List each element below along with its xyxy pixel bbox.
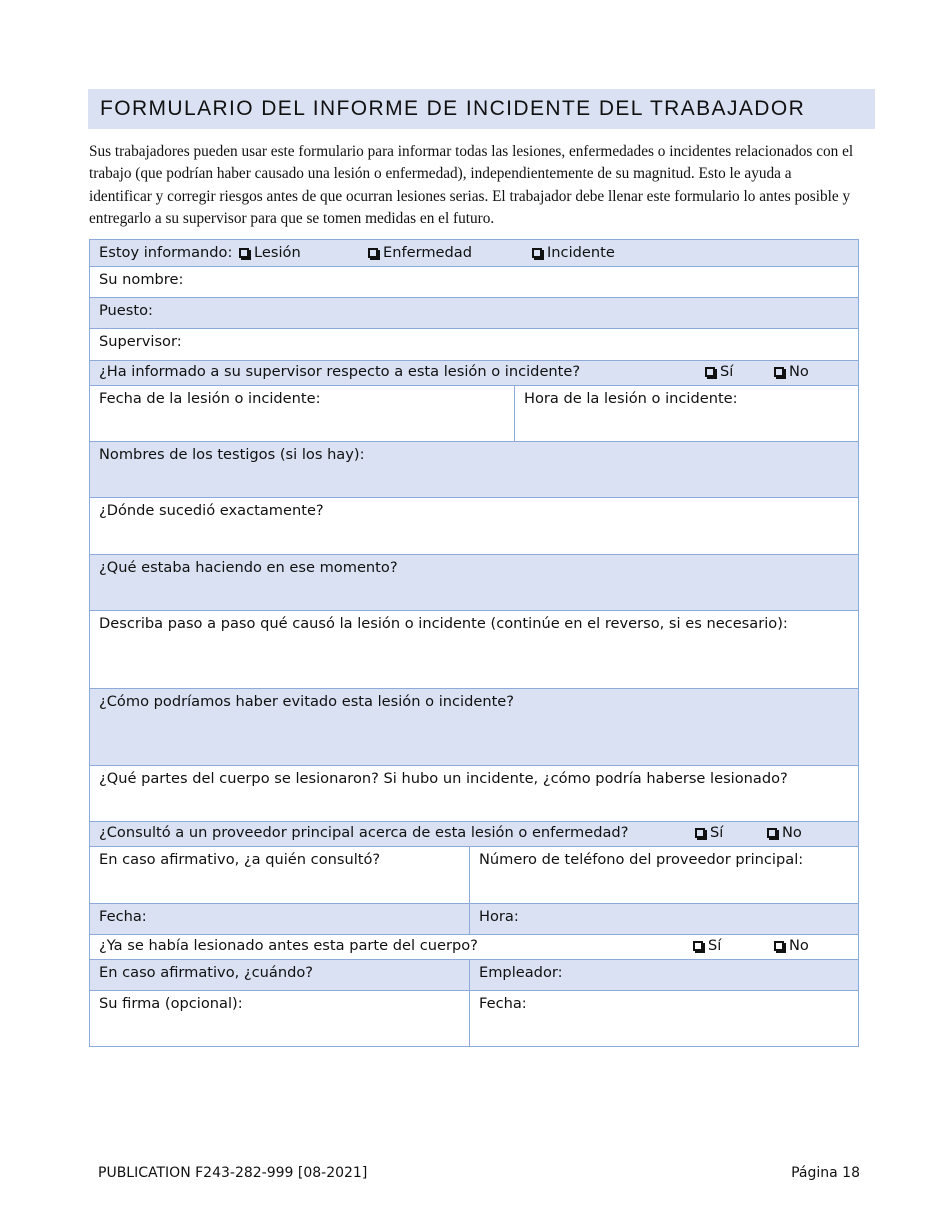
signature-row — [90, 990, 858, 1046]
checkbox-icon[interactable] — [693, 941, 703, 951]
checkbox-icon[interactable] — [695, 828, 705, 838]
name-label: Su nombre: — [99, 271, 184, 288]
option-incident[interactable] — [532, 243, 615, 263]
name-row — [90, 266, 858, 297]
name-field[interactable] — [90, 267, 858, 297]
provider-no-option[interactable] — [767, 823, 802, 843]
signature-field[interactable] — [90, 991, 469, 1046]
checkbox-icon[interactable] — [774, 367, 784, 377]
when-field[interactable] — [90, 960, 469, 990]
describe-row — [90, 610, 858, 688]
prior-cell — [90, 935, 858, 959]
witnesses-label: Nombres de los testigos (si los hay): — [99, 446, 365, 463]
describe-label: Describa paso a paso qué causó la lesión o incidente (continúe en el reverso, si es necesario): — [99, 615, 788, 632]
option-illness[interactable] — [368, 243, 472, 263]
form-title-bar — [88, 89, 875, 129]
intro-paragraph: Sus trabajadores pueden usar este formulario para informar todas las lesiones, enfermedades o incidentes relacionados con el trabajo (que podrían haber causado una lesión o enfermedad), independientemente de su magnitud. Esto le ayuda a identificar y corregir riesgos antes de que ocurran lesiones serias. El trabajador debe llenar este formulario lo antes posible y entregarlo a su supervisor para que se tomen medidas en el futuro. — [89, 143, 854, 227]
when-employer-row — [90, 959, 858, 990]
position-field[interactable] — [90, 298, 858, 328]
informed-no-label: No — [789, 363, 809, 380]
supervisor-label: Supervisor: — [99, 333, 182, 350]
checkbox-icon[interactable] — [532, 248, 542, 258]
who-phone-row — [90, 846, 858, 903]
provider-row — [90, 821, 858, 846]
provider-date-field[interactable] — [90, 904, 469, 934]
checkbox-icon[interactable] — [774, 941, 784, 951]
signature-label: Su firma (opcional): — [99, 995, 243, 1012]
checkbox-icon[interactable] — [767, 828, 777, 838]
describe-field[interactable] — [90, 611, 858, 688]
provider-time-label: Hora: — [479, 908, 519, 925]
where-label: ¿Dónde sucedió exactamente? — [99, 502, 324, 519]
signature-date-field[interactable] — [469, 991, 858, 1046]
informed-question: ¿Ha informado a su supervisor respecto a esta lesión o incidente? — [99, 363, 581, 380]
employer-label: Empleador: — [479, 964, 563, 981]
informed-cell — [90, 361, 858, 385]
option-injury[interactable] — [239, 243, 301, 263]
prevent-label: ¿Cómo podríamos haber evitado esta lesión o incidente? — [99, 693, 515, 710]
prior-question: ¿Ya se había lesionado antes esta parte del cuerpo? — [99, 937, 478, 954]
signature-date-label: Fecha: — [479, 995, 527, 1012]
prior-row — [90, 934, 858, 959]
prior-no-label: No — [789, 937, 809, 954]
who-consulted-label: En caso afirmativo, ¿a quién consultó? — [99, 851, 381, 868]
provider-phone-field[interactable] — [469, 847, 858, 903]
incident-report-form — [89, 239, 859, 1047]
informed-row — [90, 360, 858, 385]
provider-phone-label: Número de teléfono del proveedor principal: — [479, 851, 804, 868]
body-parts-label: ¿Qué partes del cuerpo se lesionaron? Si hubo un incidente, ¿cómo podría haberse lesionado? — [99, 770, 788, 787]
where-row — [90, 497, 858, 554]
informed-yes-option[interactable] — [705, 362, 733, 382]
position-label: Puesto: — [99, 302, 153, 319]
provider-cell — [90, 822, 858, 846]
prior-yes-option[interactable] — [693, 936, 721, 956]
informed-no-option[interactable] — [774, 362, 809, 382]
body-parts-row — [90, 765, 858, 821]
checkbox-icon[interactable] — [368, 248, 378, 258]
injury-time-label: Hora de la lesión o incidente: — [524, 390, 738, 407]
when-label: En caso afirmativo, ¿cuándo? — [99, 964, 314, 981]
reporting-cell — [90, 240, 858, 266]
reporting-row — [90, 240, 858, 266]
doing-row — [90, 554, 858, 610]
informed-yes-label: Sí — [720, 363, 734, 380]
option-incident-label: Incidente — [547, 244, 615, 261]
injury-date-label: Fecha de la lesión o incidente: — [99, 390, 321, 407]
doing-field[interactable] — [90, 555, 858, 610]
supervisor-row — [90, 328, 858, 360]
provider-time-field[interactable] — [469, 904, 858, 934]
checkbox-icon[interactable] — [239, 248, 249, 258]
provider-date-label: Fecha: — [99, 908, 147, 925]
body-parts-field[interactable] — [90, 766, 858, 821]
option-illness-label: Enfermedad — [383, 244, 472, 261]
option-injury-label: Lesión — [254, 244, 301, 261]
supervisor-field[interactable] — [90, 329, 858, 360]
provider-yes-option[interactable] — [695, 823, 723, 843]
publication-number: PUBLICATION F243-282-999 [08-2021] — [98, 1165, 368, 1181]
witnesses-field[interactable] — [90, 442, 858, 497]
who-consulted-field[interactable] — [90, 847, 469, 903]
reporting-label: Estoy informando: — [99, 244, 233, 261]
provider-question: ¿Consultó a un proveedor principal acerca de esta lesión o enfermedad? — [99, 824, 629, 841]
position-row — [90, 297, 858, 328]
employer-field[interactable] — [469, 960, 858, 990]
date-time-row — [90, 385, 858, 441]
provider-no-label: No — [782, 824, 802, 841]
prevent-row — [90, 688, 858, 765]
where-field[interactable] — [90, 498, 858, 554]
page-number: Página 18 — [791, 1165, 860, 1181]
prior-no-option[interactable] — [774, 936, 809, 956]
prior-yes-label: Sí — [708, 937, 722, 954]
prevent-field[interactable] — [90, 689, 858, 765]
injury-time-field[interactable] — [514, 386, 858, 441]
provider-yes-label: Sí — [710, 824, 724, 841]
doing-label: ¿Qué estaba haciendo en ese momento? — [99, 559, 398, 576]
witnesses-row — [90, 441, 858, 497]
checkbox-icon[interactable] — [705, 367, 715, 377]
provider-date-time-row — [90, 903, 858, 934]
injury-date-field[interactable] — [90, 386, 514, 441]
form-title: FORMULARIO DEL INFORME DE INCIDENTE DEL TRABAJADOR — [100, 97, 806, 120]
